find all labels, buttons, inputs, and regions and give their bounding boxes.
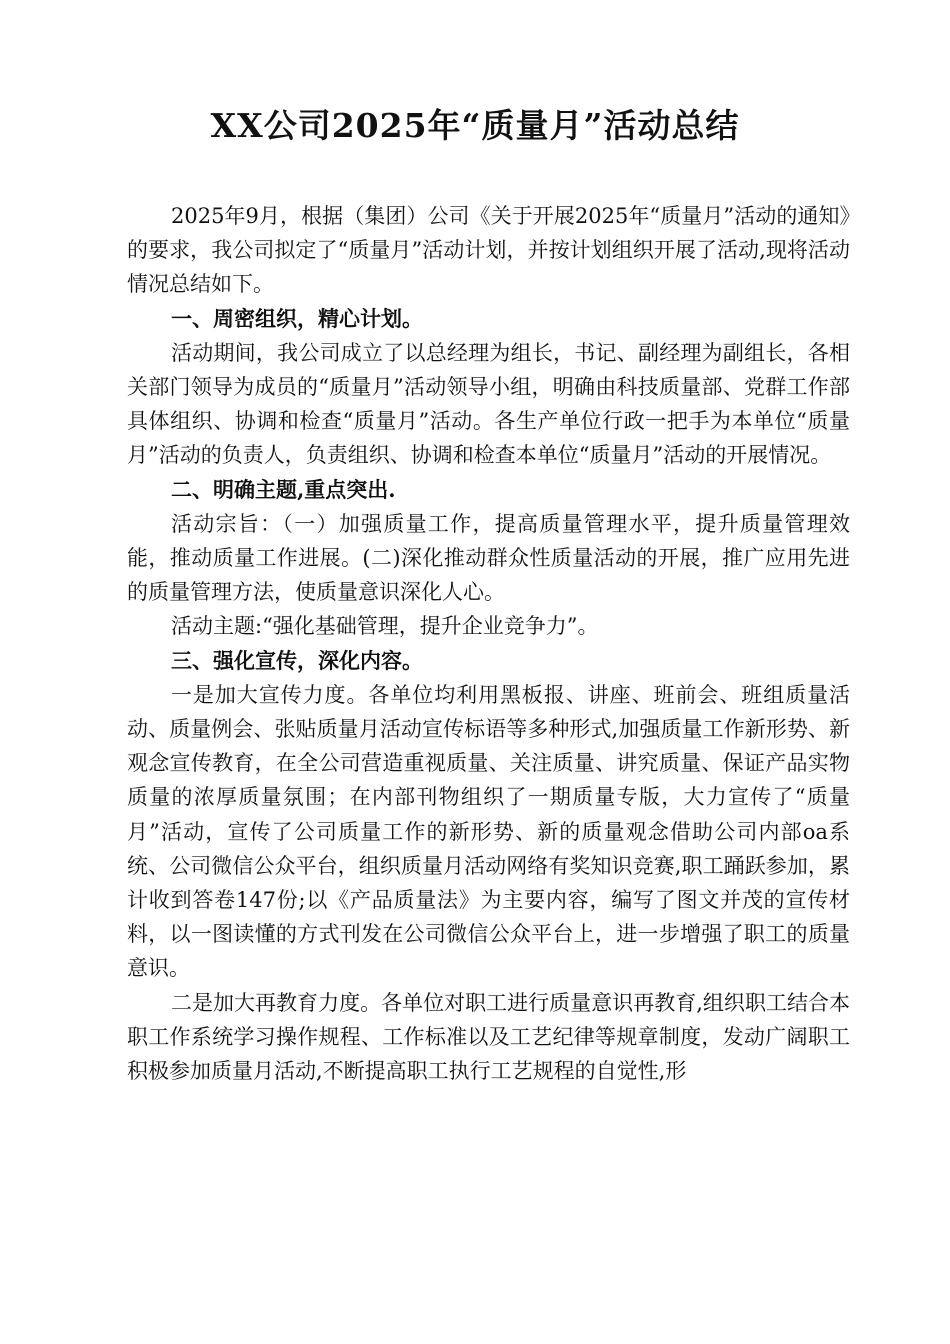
intro-paragraph: 2025年9月，根据（集团）公司《关于开展2025年“质量月”活动的通知》的要求，我公司拟定了“质量月”活动计划，并按计划组织开展了活动,现将活动情况总结如下。: [127, 204, 850, 297]
section-heading-2: 二、明确主题,重点突出.: [171, 476, 396, 502]
activity-purpose-paragraph: 活动宗旨：（一）加强质量工作，提高质量管理水平，提升质量管理效能，推动质量工作进展。(二)深化推动群众性质量活动的开展，推广应用先进的质量管理方法，使质量意识深化人心。: [127, 511, 850, 605]
reeducation-paragraph: 二是加大再教育力度。各单位对职工进行质量意识再教育,组织职工结合本职工作系统学习操作规程、工作标准以及工艺纪律等规章制度，发动广阔职工积极参加质量月活动,不断提高职工执行工艺规程的自觉性,形: [127, 990, 850, 1084]
section-heading-3: 三、强化宣传，深化内容。: [171, 647, 423, 673]
document-body: [127, 199, 850, 1088]
section-1-paragraph: 活动期间，我公司成立了以总经理为组长，书记、副经理为副组长，各相关部门领导为成员的“质量月”活动领导小组，明确由科技质量部、党群工作部具体组织、协调和检查“质量月”活动。各生产单位行政一把手为本单位“质量月”活动的负责人，负责组织、协调和检查本单位“质量月”活动的开展情况。: [127, 340, 850, 468]
activity-theme-paragraph: 活动主题:“强化基础管理，提升企业竞争力”。: [171, 614, 599, 639]
section-heading-1: 一、周密组织，精心计划。: [171, 305, 423, 331]
document-title: XX公司2025年“质量月”活动总结: [210, 106, 740, 145]
publicity-paragraph: 一是加大宣传力度。各单位均利用黑板报、讲座、班前会、班组质量活动、质量例会、张贴质量月活动宣传标语等多种形式,加强质量工作新形势、新观念宣传教育，在全公司营造重视质量、关注质量、讲究质量、保证产品实物质量的浓厚质量氛围；在内部刊物组织了一期质量专版，大力宣传了“质量月”活动，宣传了公司质量工作的新形势、新的质量观念借助公司内部oa系统、公司微信公众平台，组织质量月活动网络有奖知识竞赛,职工踊跃参加，累计收到答卷147份;以《产品质量法》为主要内容，编写了图文并茂的宣传材料，以一图读懂的方式刊发在公司微信公众平台上，进一步增强了职工的质量意识。: [127, 682, 850, 981]
